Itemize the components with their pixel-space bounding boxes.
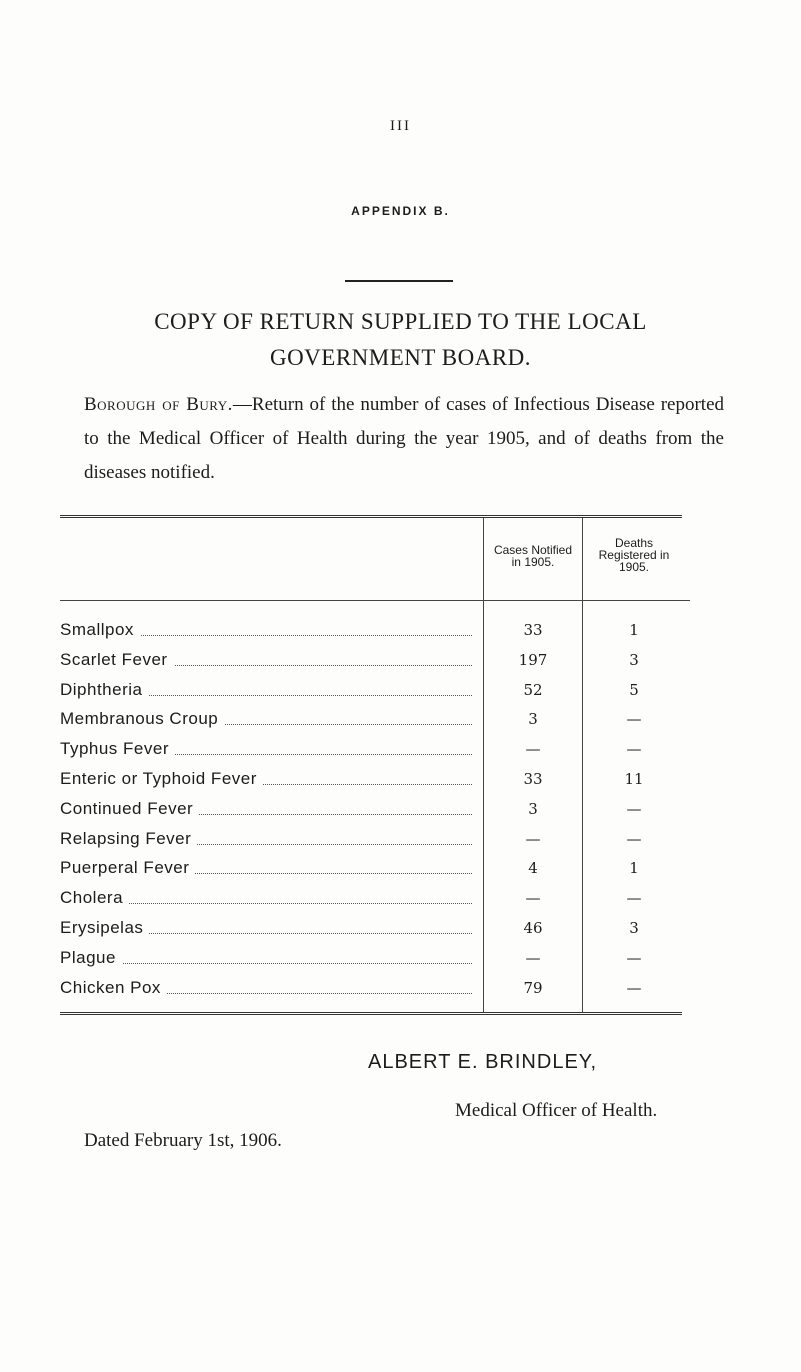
signatory-name: ALBERT E. BRINDLEY, [368, 1051, 598, 1073]
cases-cell: — [525, 740, 541, 758]
cases-cell: 4 [528, 859, 538, 877]
disease-row-label [60, 620, 472, 640]
intro-lead: Borough of Bury. [84, 394, 233, 415]
cases-cell: — [525, 889, 541, 907]
cases-cell: 46 [523, 919, 543, 937]
intro-text: —Return of the number of cases of Infectious Disease reported to the Medical Officer of Health during the year 1905, and of deaths from the diseases notified. [84, 394, 725, 483]
disease-row-label [60, 858, 472, 878]
disease-name: Enteric or Typhoid Fever [60, 769, 263, 788]
disease-name: Erysipelas [60, 918, 149, 937]
disease-row-label [60, 709, 472, 729]
disease-row-label [60, 650, 472, 670]
disease-name: Relapsing Fever [60, 829, 197, 848]
disease-row-label [60, 948, 472, 968]
table-bottom-rule [60, 1012, 682, 1015]
heading-line-2: GOVERNMENT BOARD. [269, 345, 532, 370]
cases-cell: 197 [518, 651, 548, 669]
deaths-cell: — [626, 949, 642, 967]
deaths-cell: 1 [629, 621, 639, 639]
disease-name: Smallpox [60, 620, 140, 639]
disease-name: Puerperal Fever [60, 858, 195, 877]
disease-row-label [60, 739, 472, 759]
deaths-cell: 11 [624, 770, 644, 788]
deaths-cell: — [626, 979, 642, 997]
cases-cell: — [525, 949, 541, 967]
deaths-cell: 5 [629, 681, 639, 699]
deaths-cell: 3 [629, 919, 639, 937]
disease-name: Plague [60, 948, 122, 967]
table-top-rule [60, 515, 682, 518]
cases-cell: 33 [523, 770, 543, 788]
disease-row-label [60, 829, 472, 849]
disease-row-label [60, 978, 472, 998]
deaths-cell: — [626, 740, 642, 758]
column-divider-1 [483, 518, 484, 1012]
deaths-cell: — [626, 889, 642, 907]
disease-name: Diphtheria [60, 680, 149, 699]
cases-cell: — [525, 830, 541, 848]
document-heading [0, 304, 801, 376]
disease-name: Continued Fever [60, 799, 199, 818]
disease-name: Typhus Fever [60, 739, 175, 758]
cases-cell: 33 [523, 621, 543, 639]
table-header-rule [60, 600, 690, 601]
disease-row-label [60, 799, 472, 819]
disease-name: Membranous Croup [60, 709, 224, 728]
signatory-title: Medical Officer of Health. [455, 1100, 658, 1121]
deaths-column-header: Deaths Registered in 1905. [598, 536, 670, 574]
disease-name: Scarlet Fever [60, 650, 174, 669]
disease-row-label [60, 680, 472, 700]
cases-cell: 3 [528, 710, 538, 728]
cases-cell: 52 [523, 681, 543, 699]
appendix-title: APPENDIX B. [351, 204, 450, 218]
cases-cell: 79 [523, 979, 543, 997]
disease-row-label [60, 769, 472, 789]
heading-line-1: COPY OF RETURN SUPPLIED TO THE LOCAL [154, 309, 647, 334]
cases-column-header: Cases Notified in 1905. [493, 543, 573, 569]
disease-name: Chicken Pox [60, 978, 167, 997]
date-line: Dated February 1st, 1906. [84, 1130, 282, 1151]
deaths-cell: — [626, 830, 642, 848]
deaths-cell: — [626, 710, 642, 728]
disease-row-label [60, 918, 472, 938]
page-number: III [390, 118, 411, 134]
cases-cell: 3 [528, 800, 538, 818]
column-divider-2 [582, 518, 583, 1012]
deaths-cell: 1 [629, 859, 639, 877]
deaths-cell: 3 [629, 651, 639, 669]
deaths-cell: — [626, 800, 642, 818]
disease-row-label [60, 888, 472, 908]
intro-paragraph [84, 388, 724, 490]
title-divider [345, 280, 453, 282]
disease-name: Cholera [60, 888, 129, 907]
